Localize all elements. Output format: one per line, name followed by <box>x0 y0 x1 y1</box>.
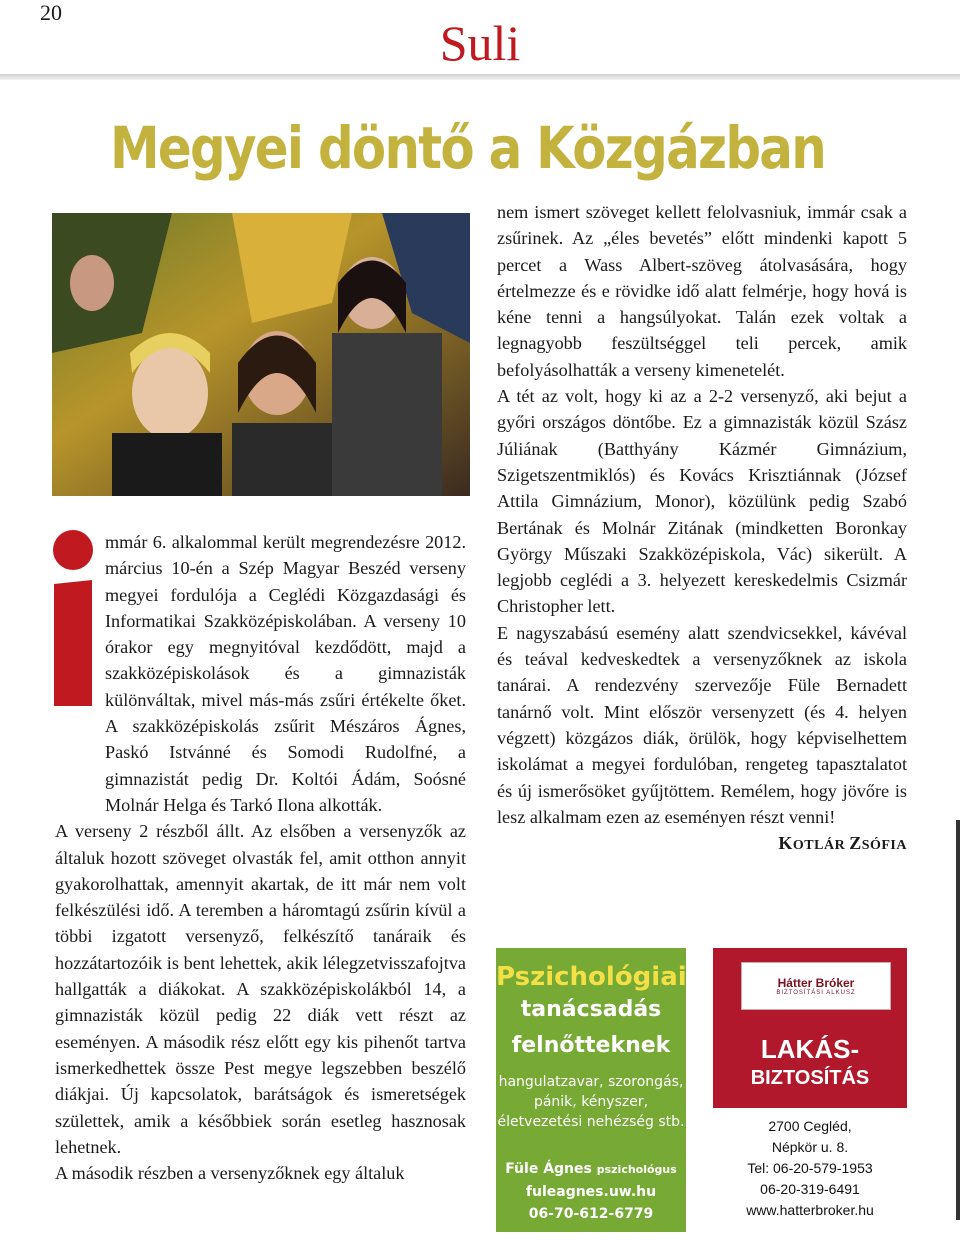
ad-address1: 2700 Cegléd, <box>768 1118 852 1134</box>
ad-phone: 06-70-612-6779 <box>528 1206 654 1222</box>
paragraph-text: E nagyszabású esemény alatt szendvicsekkel, kávéval és teával kedveskedtek a versenyzőknek az iskola tanárai. A rendezvény szervezője Füle Bernadett tanárnő volt. Mint először versenyzett (és 4. helyen végzett) közgázos diák, örülök, hogy képviselhettem iskolámat a megyei fordulóban, rengeteg tapasztalatot és új ismerősöket gyűjtöttem. Remélem, hogy jövőre is lesz alkalmam ezen az eseményen részt venni! <box>497 622 907 827</box>
article-title: Megyei döntő a Közgázban <box>110 114 826 182</box>
paragraph: A verseny 2 részből állt. Az elsőben a versenyzők az általuk hozott szöveget olvasták fel, amit otthon annyit gyakorolhattak, amennyit akartak, de itt már nem volt felkészülési idő. A teremben a háromtagú zsűrin kívül a többi izgatott versenyző, felkészítő tanáraik és hozzátartozóik is bent lehettek, akik lélegzetvisszafojtva hallgatták a diákokat. A szakközépiskolákból 14, a gimnazisták közül pedig 22 diák vett részt az eseményen. A második rész előtt egy kis pihenőt tartva ismerkedhettek össze Pest megye legszebben beszélő diákjai. Új kapcsolatok, barátságok és ismeretségek születtek, amik a későbbiek során esetleg hasznosak lehetnek. <box>55 821 466 1157</box>
ad-website: fuleagnes.uw.hu <box>525 1184 657 1200</box>
header-divider <box>0 74 960 80</box>
ad-headline2: BIZTOSÍTÁS <box>750 1067 870 1089</box>
article-photo <box>52 213 470 496</box>
ad-phone1: Tel: 06-20-579-1953 <box>747 1160 873 1176</box>
page-edge <box>956 820 960 1220</box>
ad-website: www.hatterbroker.hu <box>746 1202 874 1218</box>
ad-name: Füle Ágnes <box>505 1161 592 1177</box>
author-last: SÓFIA <box>861 838 907 854</box>
ad-line3: felnőtteknek <box>511 1033 671 1058</box>
ad-banner <box>713 948 907 1108</box>
ad-address2: Népkör u. 8. <box>771 1139 849 1155</box>
ad-phone2: 06-20-319-6491 <box>760 1181 860 1197</box>
insurance-ad <box>713 948 907 1232</box>
psychology-ad <box>496 948 686 1232</box>
ad-description: hangulatzavar, szorongás, pánik, kényszer, életvezetési nehézség stb. <box>497 1074 685 1130</box>
author-initial: K <box>778 833 793 854</box>
paragraph <box>497 620 907 854</box>
author-signature <box>778 830 907 859</box>
left-column <box>55 529 466 1186</box>
ad-contact <box>496 1158 686 1225</box>
author-initial: Z <box>849 833 862 854</box>
page-number: 20 <box>40 0 62 25</box>
ad-line2: tanácsadás <box>520 997 662 1022</box>
ad-profession: pszichológus <box>596 1163 677 1176</box>
right-column <box>497 199 907 859</box>
ad-info <box>713 1116 907 1221</box>
paragraph: A második részben a versenyzőknek egy általuk <box>55 1163 405 1184</box>
paragraph: mmár 6. alkalommal került megrendezésre 2012. március 10-én a Szép Magyar Beszéd verseny megyei fordulója a Ceglédi Közgazdasági és Informatikai Szakközépiskolában. A verseny 10 órakor egy megnyitóval kezdődött, majd a szakközépiskolások és a gimnazisták különváltak, mivel más-más zsűri értékelte őket. A szakközépiskolás zsűrit Mészáros Ágnes, Paskó Istvánné és Somodi Rudolfné, a gimnazistát pedig Dr. Koltói Ádám, Soósné Molnár Helga és Tarkó Ilona alkották. <box>105 532 466 815</box>
section-title: Suli <box>439 15 521 71</box>
paragraph: nem ismert szöveget kellett felolvasniuk, immár csak a zsűrinek. Az „éles bevetés” előtt mindenki kapott 5 percet a Wass Albert-szöveg átolvasására, hogy értelmezze és e rövidke idő alatt felmérje, hogy hová is kéne tenni a hangsúlyokat. Talán ezek voltak a legnagyobb feszültséggel teli percek, amik befolyásolhatták a verseny kimenetelét. <box>497 202 907 380</box>
hatter-broker-logo: Hátter Bróker BIZTOSÍTÁSI ALKUSZ <box>741 962 891 1010</box>
ad-title: Pszichológiai <box>496 962 687 992</box>
paragraph: A tét az volt, hogy ki az a 2-2 versenyző, aki bejut a győri országos döntőbe. Ez a gimnazisták közül Szász Júliának (Batthyány Kázmér Gimnázium, Szigetszentmiklós) és Kovács Krisztiánnak (József Attila Gimnázium, Monor), közülünk pedig Szabó Bertának és Molnár Zitának (mindketten Boronkay György Műszaki Szakközépiskola, Vác) sikerült. A legjobb ceglédi a 3. helyezett kereskedelmis Csizmár Christopher lett. <box>497 386 907 617</box>
author-first: OTLÁR <box>792 838 846 854</box>
ad-headline: LAKÁS- <box>760 1034 860 1064</box>
